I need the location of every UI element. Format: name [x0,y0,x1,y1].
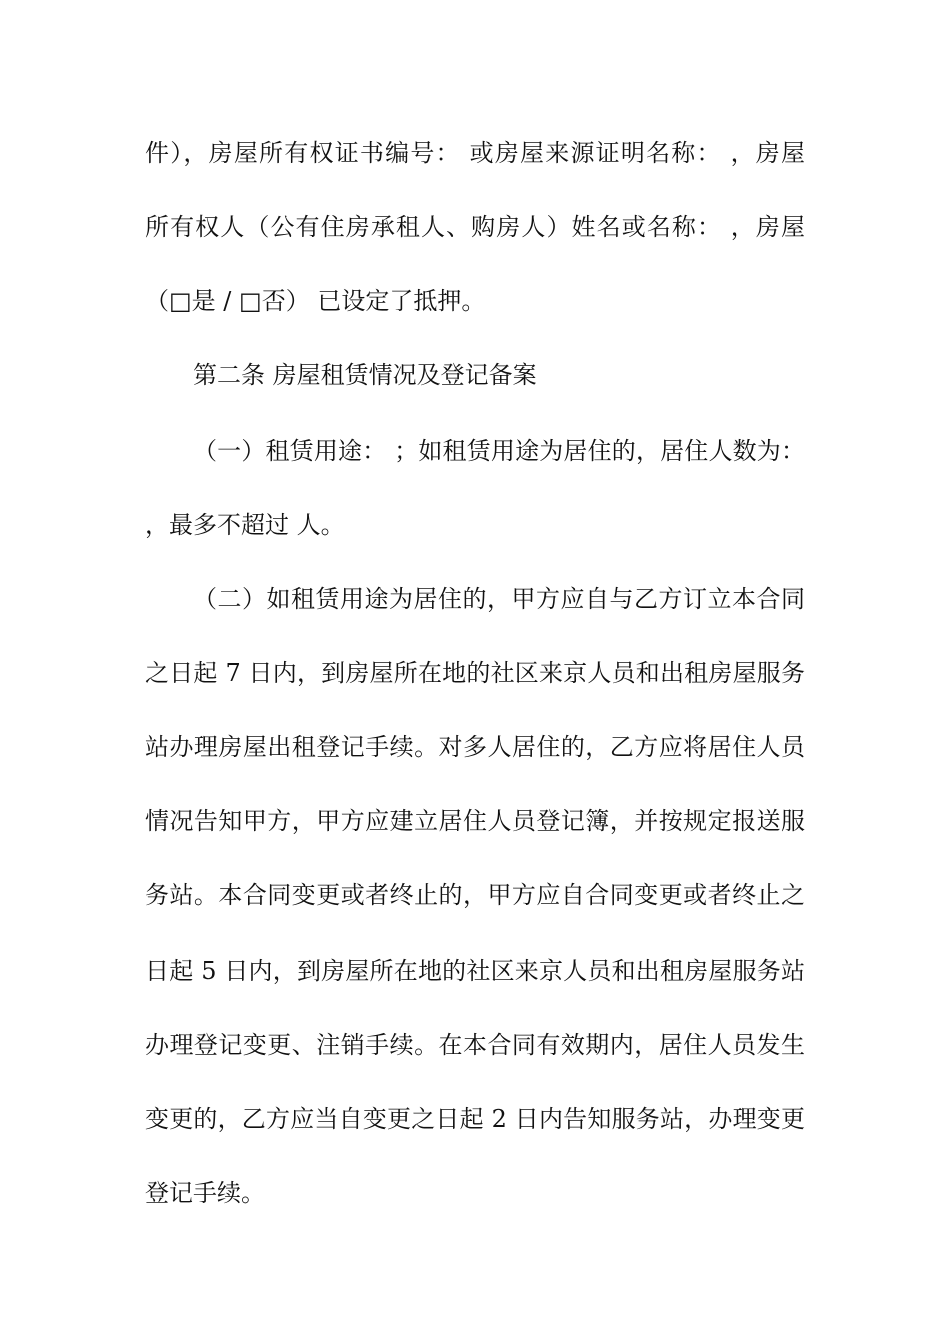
text-line: 登记手续。 [145,1179,265,1207]
text-line: 件），房屋所有权证书编号： 或房屋来源证明名称： ，房屋 [145,139,805,167]
section-heading: 第二条 房屋租赁情况及登记备案 [193,361,537,389]
text-line: 情况告知甲方，甲方应建立居住人员登记簿，并按规定报送服 [145,807,805,835]
text-line: （二）如租赁用途为居住的，甲方应自与乙方订立本合同 [193,585,805,613]
text-line: 站办理房屋出租登记手续。对多人居住的，乙方应将居住人员 [145,733,805,761]
text-line: （□是 / □否） 已设定了抵押。 [145,287,486,315]
text-line: 务站。本合同变更或者终止的，甲方应自合同变更或者终止之 [145,881,805,909]
text-line: 变更的，乙方应当自变更之日起 2 日内告知服务站，办理变更 [145,1105,805,1133]
text-line: 办理登记变更、注销手续。在本合同有效期内，居住人员发生 [145,1031,805,1059]
text-line: 所有权人（公有住房承租人、购房人）姓名或名称： ，房屋 [145,213,805,241]
text-line: 之日起 7 日内，到房屋所在地的社区来京人员和出租房屋服务 [145,659,805,687]
text-line: ，最多不超过 人。 [145,511,345,539]
text-line: （一）租赁用途： ；如租赁用途为居住的，居住人数为： [193,437,805,465]
text-line: 日起 5 日内，到房屋所在地的社区来京人员和出租房屋服务站 [145,957,805,985]
